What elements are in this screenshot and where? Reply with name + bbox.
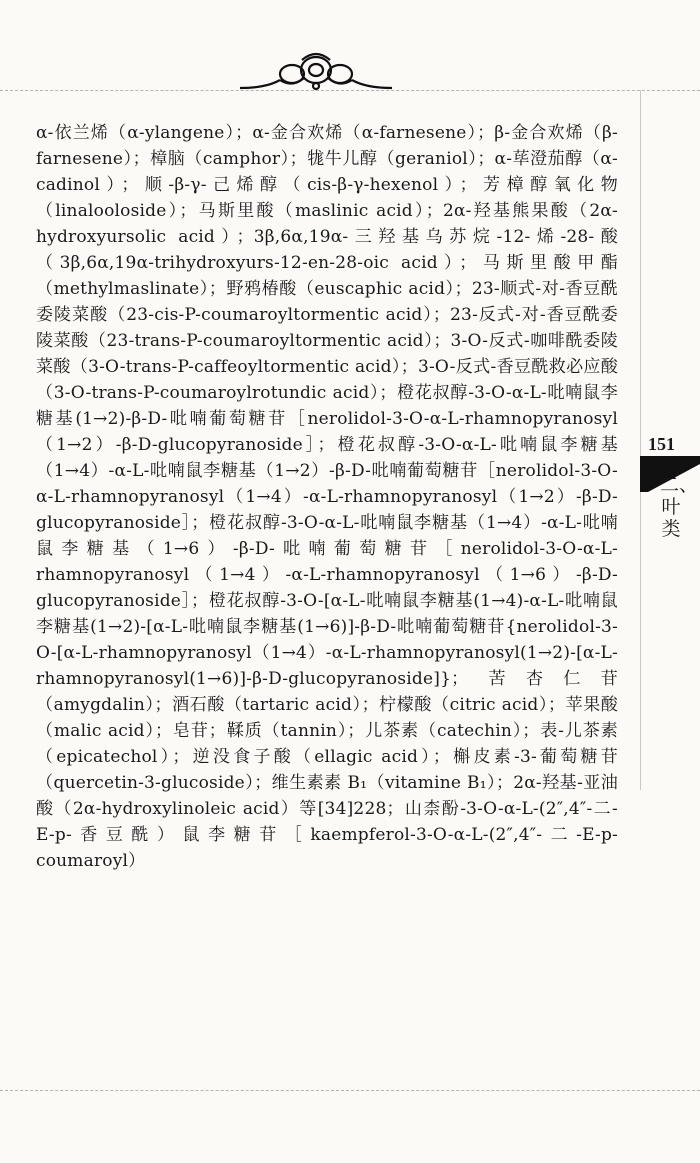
page-number: 151 bbox=[648, 434, 675, 454]
margin-divider bbox=[640, 90, 641, 790]
paragraph: α-依兰烯（α-ylangene）；α-金合欢烯（α-farnesene）；β-金合欢烯（β-farnesene）；樟脑（camphor）；牻牛儿醇（geraniol）；α-荜澄茄醇（α-cadinol）；顺-β-γ-己烯醇（cis-β-γ-hexenol）；芳樟醇氧化物（linalooloside）；马斯里酸（maslinic acid）；2α-羟基熊果酸（2α-hydroxyursolic acid）；3β,6α,19α-三羟基乌苏烷-12-烯-28-酸（3β,6α,19α-trihydroxyurs-12-en-28-oic acid）；马斯里酸甲酯（methylmaslinate）；野鸦椿酸（euscaphic acid）；23-顺式-对-香豆酰委陵菜酸（23-cis-P-coumaroyltormentic acid）；23-反式-对-香豆酰委陵菜酸（23-trans-P-coumaroyltormentic acid）；3-O-反式-咖啡酰委陵菜酸（3-O-trans-P-caffeoyltormentic acid）；3-O-反式-香豆酰救必应酸（3-O-trans-P-coumaroylrotundic acid）；橙花叔醇-3-O-α-L-吡喃鼠李糖基(1→2)-β-D-吡喃葡萄糖苷［nerolidol-3-O-α-L-rhamnopyranosyl（1→2）-β-D-glucopyranoside］；橙花叔醇-3-O-α-L-吡喃鼠李糖基（1→4）-α-L-吡喃鼠李糖基（1→2）-β-D-吡喃葡萄糖苷［nerolidol-3-O-α-L-rhamnopyranosyl（1→4）-α-L-rhamnopyranosyl（1→2）-β-D-glucopyranoside］；橙花叔醇-3-O-α-L-吡喃鼠李糖基（1→4）-α-L-吡喃鼠李糖基（1→6）-β-D-吡喃葡萄糖苷［nerolidol-3-O-α-L-rhamnopyranosyl（1→4）-α-L-rhamnopyranosyl（1→6）-β-D-glucopyranoside］；橙花叔醇-3-O-[α-L-吡喃鼠李糖基(1→4)-α-L-吡喃鼠李糖基(1→2)-[α-L-吡喃鼠李糖基(1→6)]-β-D-吡喃葡萄糖苷{nerolidol-3-O-[α-L-rhamnopyranosyl（1→4）-α-L-rhamnopyranosyl(1→2)-[α-L-rhamnopyranosyl(1→6)]-β-D-glucopyranoside]}；苦杏仁苷（amygdalin）；酒石酸（tartaric acid）；柠檬酸（citric acid）；苹果酸（malic acid）；皂苷；鞣质（tannin）；儿茶素（catechin）；表-儿茶素（epicatechol）；逆没食子酸（ellagic acid）；槲皮素-3-葡萄糖苷（quercetin-3-glucoside）；维生素素 B₁（vitamine B₁）；2α-羟基-亚油酸（2α-hydroxylinoleic acid）等[34]228；山柰酚-3-O-α-L-(2″,4″-二-E-p-香豆酰）鼠李糖苷［kaempferol-3-O-α-L-(2″,4″-二-E-p-coumaroyl） bbox=[36, 123, 618, 871]
section-tab-label: 二、叶类 bbox=[660, 474, 699, 540]
footer-divider bbox=[0, 1090, 700, 1091]
main-text bbox=[36, 120, 618, 877]
header-divider bbox=[0, 90, 700, 91]
header-ornament-icon bbox=[236, 48, 396, 92]
